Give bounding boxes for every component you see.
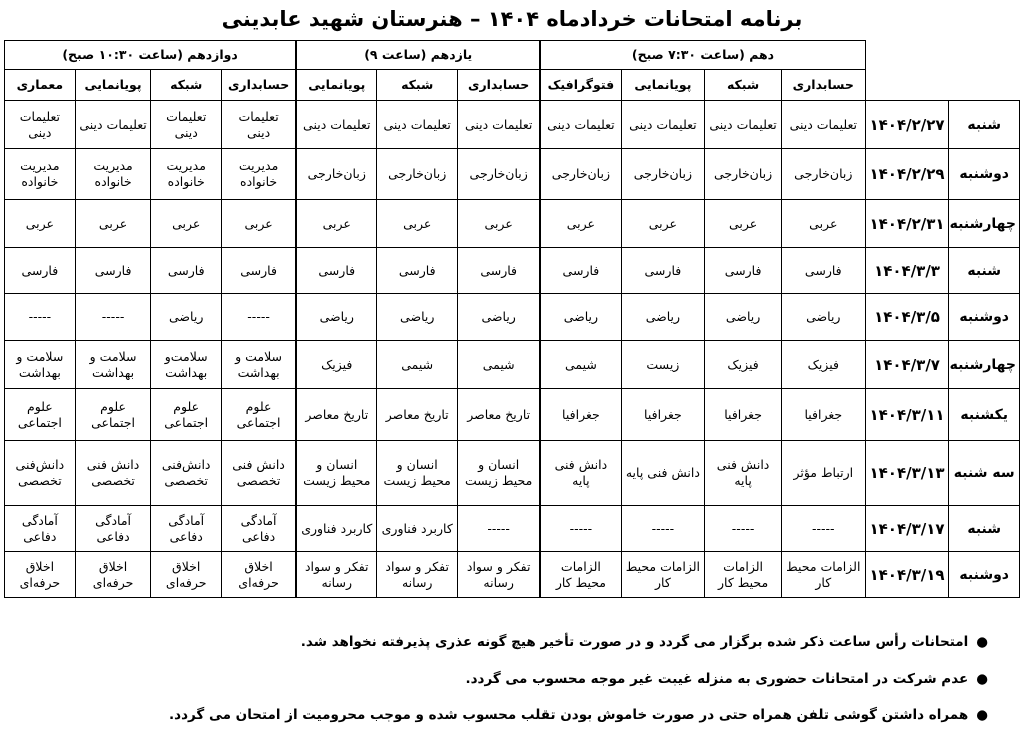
- exam-cell: اخلاق حرفه‌ای: [75, 552, 151, 598]
- exam-cell: عربی: [222, 200, 297, 248]
- exam-cell: تفکر و سواد رسانه: [377, 552, 458, 598]
- exam-cell: فارسی: [458, 248, 541, 294]
- exam-cell: عربی: [377, 200, 458, 248]
- exam-cell: تفکر و سواد رسانه: [458, 552, 541, 598]
- exam-cell: -----: [458, 506, 541, 552]
- exam-cell: جغرافیا: [781, 389, 865, 441]
- exam-cell: علوم اجتماعی: [75, 389, 151, 441]
- exam-cell: مدیریت خانواده: [75, 149, 151, 200]
- exam-cell: سلامت و بهداشت: [75, 341, 151, 389]
- exam-cell: عربی: [151, 200, 222, 248]
- exam-cell: تاریخ معاصر: [296, 389, 377, 441]
- subject-header: شبکه: [151, 70, 222, 101]
- exam-cell: انسان و محیط زیست: [377, 441, 458, 506]
- exam-cell: انسان و محیط زیست: [296, 441, 377, 506]
- exam-cell: ریاضی: [621, 294, 705, 341]
- exam-cell: آمادگی دفاعی: [75, 506, 151, 552]
- exam-cell: -----: [621, 506, 705, 552]
- exam-cell: کاربرد فناوری: [377, 506, 458, 552]
- date-cell: ۱۴۰۴/۳/۵: [865, 294, 949, 341]
- subject-header: حسابداری: [781, 70, 865, 101]
- exam-cell: فیزیک: [296, 341, 377, 389]
- exam-cell: عربی: [705, 200, 782, 248]
- exam-cell: فارسی: [621, 248, 705, 294]
- exam-cell: جغرافیا: [705, 389, 782, 441]
- exam-cell: دانش فنی پایه: [621, 441, 705, 506]
- exam-cell: کاربرد فناوری: [296, 506, 377, 552]
- exam-cell: فیزیک: [781, 341, 865, 389]
- exam-cell: تعلیمات دینی: [781, 101, 865, 149]
- exam-cell: دانش فنی پایه: [705, 441, 782, 506]
- exam-cell: علوم اجتماعی: [5, 389, 76, 441]
- exam-cell: الزامات محیط کار: [705, 552, 782, 598]
- exam-cell: فارسی: [705, 248, 782, 294]
- exam-cell: تعلیمات دینی: [705, 101, 782, 149]
- date-cell: ۱۴۰۴/۳/۷: [865, 341, 949, 389]
- date-cell: ۱۴۰۴/۳/۱۱: [865, 389, 949, 441]
- exam-cell: ریاضی: [540, 294, 621, 341]
- exam-schedule-table: [4, 40, 1020, 598]
- exam-cell: اخلاق حرفه‌ای: [222, 552, 297, 598]
- exam-cell: -----: [5, 294, 76, 341]
- exam-cell: مدیریت خانواده: [5, 149, 76, 200]
- exam-cell: تعلیمات دینی: [458, 101, 541, 149]
- note-item: [20, 705, 988, 725]
- exam-cell: ریاضی: [705, 294, 782, 341]
- exam-cell: تعلیمات دینی: [377, 101, 458, 149]
- table-row: [5, 552, 1020, 598]
- exam-cell: فارسی: [781, 248, 865, 294]
- day-cell: شنبه: [949, 101, 1020, 149]
- exam-cell: شیمی: [540, 341, 621, 389]
- date-cell: ۱۴۰۴/۲/۳۱: [865, 200, 949, 248]
- exam-cell: مدیریت خانواده: [222, 149, 297, 200]
- table-row: [5, 149, 1020, 200]
- exam-cell: سلامت‌و بهداشت: [151, 341, 222, 389]
- schedule-body: [5, 101, 1020, 598]
- page-title: برنامه امتحانات خردادماه ۱۴۰۴ – هنرستان شهید عابدینی: [221, 7, 803, 31]
- exam-cell: عربی: [621, 200, 705, 248]
- exam-cell: تعلیمات دینی: [5, 101, 76, 149]
- table-row: [5, 341, 1020, 389]
- note-text: امتحانات رأس ساعت ذکر شده برگزار می گردد و در صورت تأخیر هیچ گونه عذری پذیرفته نخواهد شد.: [300, 634, 969, 650]
- exam-cell: زبان‌خارجی: [458, 149, 541, 200]
- exam-cell: آمادگی دفاعی: [5, 506, 76, 552]
- exam-cell: ارتباط مؤثر: [781, 441, 865, 506]
- exam-cell: ریاضی: [296, 294, 377, 341]
- exam-cell: انسان و محیط زیست: [458, 441, 541, 506]
- exam-cell: دانش فنی تخصصی: [75, 441, 151, 506]
- exam-cell: زبان‌خارجی: [377, 149, 458, 200]
- grade-10-header: دهم (ساعت ۷:۳۰ صبح): [540, 41, 865, 70]
- exam-cell: دانش فنی تخصصی: [222, 441, 297, 506]
- table-row: [5, 506, 1020, 552]
- exam-cell: دانش‌فنی تخصصی: [151, 441, 222, 506]
- subject-header: شبکه: [705, 70, 782, 101]
- exam-cell: فارسی: [222, 248, 297, 294]
- exam-cell: جغرافیا: [621, 389, 705, 441]
- subject-header: پویانمایی: [75, 70, 151, 101]
- subject-header: حسابداری: [458, 70, 541, 101]
- exam-cell: علوم اجتماعی: [222, 389, 297, 441]
- exam-cell: سلامت و بهداشت: [222, 341, 297, 389]
- exam-cell: ریاضی: [781, 294, 865, 341]
- exam-cell: آمادگی دفاعی: [151, 506, 222, 552]
- subject-header: شبکه: [377, 70, 458, 101]
- exam-cell: عربی: [781, 200, 865, 248]
- exam-cell: علوم اجتماعی: [151, 389, 222, 441]
- date-cell: ۱۴۰۴/۳/۳: [865, 248, 949, 294]
- exam-cell: تعلیمات دینی: [540, 101, 621, 149]
- exam-cell: الزامات محیط کار: [621, 552, 705, 598]
- exam-cell: ریاضی: [377, 294, 458, 341]
- table-row: [5, 294, 1020, 341]
- bullet-icon: ●: [976, 671, 988, 687]
- exam-cell: جغرافیا: [540, 389, 621, 441]
- date-cell: ۱۴۰۴/۲/۲۷: [865, 101, 949, 149]
- exam-cell: تعلیمات دینی: [296, 101, 377, 149]
- date-cell: ۱۴۰۴/۳/۱۳: [865, 441, 949, 506]
- note-item: [20, 669, 988, 689]
- day-cell: دوشنبه: [949, 294, 1020, 341]
- exam-cell: زبان‌خارجی: [781, 149, 865, 200]
- note-text: همراه داشتن گوشی تلفن همراه حتی در صورت خاموش بودن تقلب محسوب شده و موجب محرومیت از امتحان می گردد.: [169, 707, 969, 723]
- exam-cell: شیمی: [377, 341, 458, 389]
- exam-cell: مدیریت خانواده: [151, 149, 222, 200]
- exam-cell: -----: [705, 506, 782, 552]
- exam-cell: زیست: [621, 341, 705, 389]
- exam-cell: زبان‌خارجی: [540, 149, 621, 200]
- table-row: [5, 389, 1020, 441]
- table-row: [5, 200, 1020, 248]
- bullet-icon: ●: [976, 634, 988, 650]
- exam-cell: الزامات محیط کار: [781, 552, 865, 598]
- exam-cell: تعلیمات دینی: [151, 101, 222, 149]
- day-cell: چهارشنبه: [949, 341, 1020, 389]
- exam-cell: تعلیمات دینی: [75, 101, 151, 149]
- exam-cell: -----: [540, 506, 621, 552]
- bullet-icon: ●: [976, 707, 988, 723]
- empty-corner: [865, 41, 1019, 101]
- exam-cell: آمادگی دفاعی: [222, 506, 297, 552]
- exam-cell: سلامت و بهداشت: [5, 341, 76, 389]
- note-text: عدم شرکت در امتحانات حضوری به منزله غیبت غیر موجه محسوب می گردد.: [465, 671, 969, 687]
- exam-cell: عربی: [296, 200, 377, 248]
- exam-cell: الزامات محیط کار: [540, 552, 621, 598]
- exam-cell: تاریخ معاصر: [377, 389, 458, 441]
- table-row: [5, 441, 1020, 506]
- exam-cell: دانش فنی پایه: [540, 441, 621, 506]
- table-row: [5, 101, 1020, 149]
- exam-cell: -----: [781, 506, 865, 552]
- exam-cell: اخلاق حرفه‌ای: [151, 552, 222, 598]
- day-cell: چهارشنبه: [949, 200, 1020, 248]
- exam-cell: زبان‌خارجی: [621, 149, 705, 200]
- note-item: [20, 632, 988, 652]
- subject-header: پویانمایی: [621, 70, 705, 101]
- exam-cell: تعلیمات دینی: [621, 101, 705, 149]
- exam-cell: فارسی: [377, 248, 458, 294]
- exam-cell: -----: [75, 294, 151, 341]
- exam-cell: عربی: [540, 200, 621, 248]
- exam-cell: ریاضی: [458, 294, 541, 341]
- date-cell: ۱۴۰۴/۲/۲۹: [865, 149, 949, 200]
- exam-cell: فارسی: [151, 248, 222, 294]
- day-cell: دوشنبه: [949, 149, 1020, 200]
- exam-cell: فارسی: [5, 248, 76, 294]
- grade-11-header: یازدهم (ساعت ۹): [296, 41, 540, 70]
- exam-cell: تاریخ معاصر: [458, 389, 541, 441]
- exam-cell: فارسی: [75, 248, 151, 294]
- exam-cell: فارسی: [540, 248, 621, 294]
- exam-cell: ریاضی: [151, 294, 222, 341]
- subject-header: فتوگرافیک: [540, 70, 621, 101]
- day-cell: سه شنبه: [949, 441, 1020, 506]
- day-cell: شنبه: [949, 506, 1020, 552]
- date-cell: ۱۴۰۴/۳/۱۷: [865, 506, 949, 552]
- date-cell: ۱۴۰۴/۳/۱۹: [865, 552, 949, 598]
- exam-cell: اخلاق حرفه‌ای: [5, 552, 76, 598]
- exam-cell: عربی: [458, 200, 541, 248]
- subject-header: حسابداری: [222, 70, 297, 101]
- exam-cell: عربی: [5, 200, 76, 248]
- exam-cell: زبان‌خارجی: [705, 149, 782, 200]
- day-cell: یکشنبه: [949, 389, 1020, 441]
- table-row: [5, 248, 1020, 294]
- grade-12-header: دوازدهم (ساعت ۱۰:۳۰ صبح): [5, 41, 297, 70]
- grade-group-row: [5, 41, 1020, 70]
- exam-cell: دانش‌فنی تخصصی: [5, 441, 76, 506]
- exam-cell: زبان‌خارجی: [296, 149, 377, 200]
- exam-cell: شیمی: [458, 341, 541, 389]
- day-cell: شنبه: [949, 248, 1020, 294]
- exam-cell: تعلیمات دینی: [222, 101, 297, 149]
- subject-header: معماری: [5, 70, 76, 101]
- subject-header: پویانمایی: [296, 70, 377, 101]
- exam-cell: تفکر و سواد رسانه: [296, 552, 377, 598]
- exam-cell: عربی: [75, 200, 151, 248]
- day-cell: دوشنبه: [949, 552, 1020, 598]
- exam-cell: -----: [222, 294, 297, 341]
- exam-cell: فارسی: [296, 248, 377, 294]
- exam-cell: فیزیک: [705, 341, 782, 389]
